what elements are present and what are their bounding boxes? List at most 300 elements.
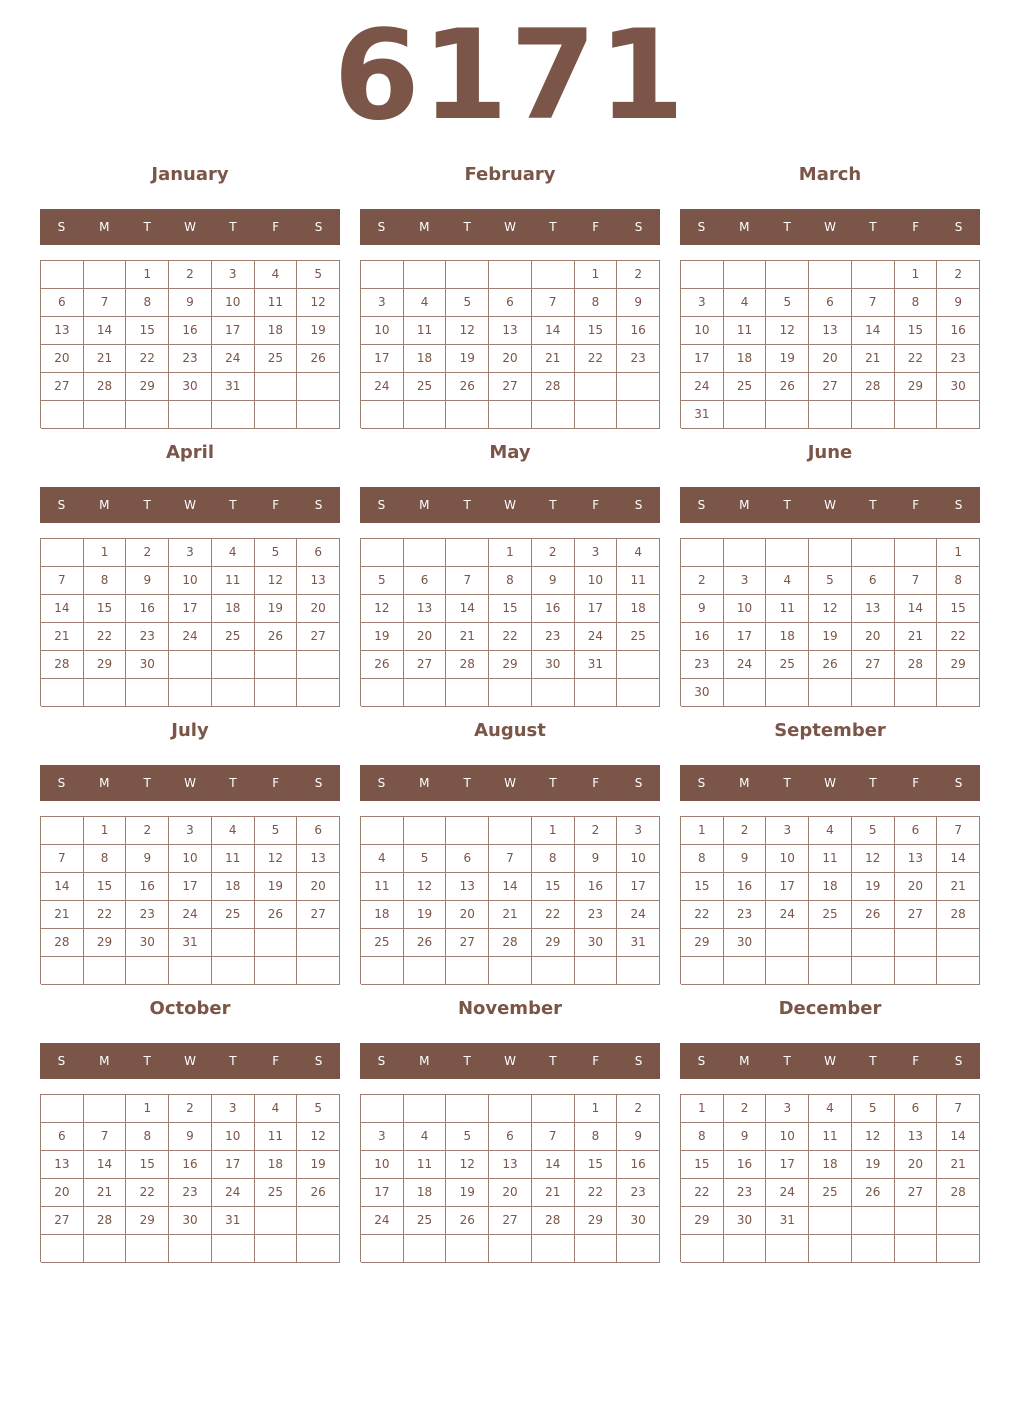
weekday-label: S	[377, 498, 386, 512]
day-cell: 24	[617, 901, 660, 929]
day-cell: 15	[681, 1151, 724, 1179]
day-cell: 4	[361, 845, 404, 873]
weekday-label: T	[229, 498, 237, 512]
weekday-label: S	[57, 220, 66, 234]
day-cell: 17	[766, 873, 809, 901]
day-cell: 7	[895, 567, 938, 595]
weekday-label: S	[634, 1054, 643, 1068]
weekday-label: W	[824, 776, 836, 790]
day-cell: 12	[852, 1123, 895, 1151]
day-cell: 8	[895, 289, 938, 317]
day-cell: 15	[575, 317, 618, 345]
day-cell: 17	[212, 317, 255, 345]
day-cell: 13	[895, 1123, 938, 1151]
empty-cell	[895, 401, 938, 429]
day-cell: 13	[852, 595, 895, 623]
day-cell: 15	[84, 595, 127, 623]
day-cell: 12	[809, 595, 852, 623]
weekday-label: S	[634, 776, 643, 790]
day-cell: 17	[169, 873, 212, 901]
day-cell: 25	[212, 901, 255, 929]
day-cell: 3	[766, 817, 809, 845]
weekday-label: W	[504, 220, 516, 234]
day-cell: 16	[617, 317, 660, 345]
empty-cell	[446, 957, 489, 985]
day-cell: 8	[126, 289, 169, 317]
day-cell: 28	[937, 1179, 980, 1207]
empty-cell	[724, 679, 767, 707]
day-cell: 17	[681, 345, 724, 373]
day-cell: 5	[255, 817, 298, 845]
empty-cell	[809, 401, 852, 429]
empty-cell	[169, 401, 212, 429]
day-grid	[360, 816, 660, 984]
day-cell: 8	[489, 567, 532, 595]
empty-cell	[724, 539, 767, 567]
day-cell: 5	[361, 567, 404, 595]
empty-cell	[895, 1235, 938, 1263]
empty-cell	[255, 1235, 298, 1263]
empty-cell	[617, 679, 660, 707]
day-cell: 8	[681, 1123, 724, 1151]
weekday-label: T	[783, 1054, 791, 1068]
day-cell: 21	[937, 1151, 980, 1179]
day-cell: 14	[937, 1123, 980, 1151]
weekday-label: S	[377, 776, 386, 790]
day-cell: 6	[852, 567, 895, 595]
weekday-label: T	[143, 220, 151, 234]
day-cell: 15	[575, 1151, 618, 1179]
day-cell: 13	[809, 317, 852, 345]
day-cell: 17	[575, 595, 618, 623]
day-cell: 18	[212, 595, 255, 623]
day-cell: 3	[169, 539, 212, 567]
empty-cell	[404, 817, 447, 845]
day-cell: 30	[169, 373, 212, 401]
empty-cell	[852, 679, 895, 707]
day-cell: 10	[724, 595, 767, 623]
empty-cell	[766, 539, 809, 567]
day-cell: 10	[617, 845, 660, 873]
day-cell: 27	[41, 1207, 84, 1235]
day-cell: 24	[724, 651, 767, 679]
weekday-label: S	[57, 776, 66, 790]
weekday-label: F	[912, 1054, 920, 1068]
empty-cell	[169, 1235, 212, 1263]
empty-cell	[575, 373, 618, 401]
day-cell: 23	[575, 901, 618, 929]
empty-cell	[489, 817, 532, 845]
weekday-label: M	[739, 1054, 750, 1068]
day-cell: 7	[489, 845, 532, 873]
day-cell: 9	[617, 1123, 660, 1151]
month-name: May	[489, 442, 531, 463]
empty-cell	[489, 401, 532, 429]
empty-cell	[766, 957, 809, 985]
day-cell: 13	[404, 595, 447, 623]
day-cell: 6	[41, 1123, 84, 1151]
day-cell: 9	[169, 1123, 212, 1151]
day-cell: 6	[895, 1095, 938, 1123]
day-cell: 26	[297, 1179, 340, 1207]
empty-cell	[489, 1235, 532, 1263]
day-cell: 19	[446, 1179, 489, 1207]
day-cell: 5	[404, 845, 447, 873]
day-cell: 6	[297, 539, 340, 567]
empty-cell	[361, 1235, 404, 1263]
day-cell: 15	[126, 317, 169, 345]
day-cell: 19	[446, 345, 489, 373]
day-cell: 17	[724, 623, 767, 651]
day-cell: 4	[212, 817, 255, 845]
day-cell: 19	[766, 345, 809, 373]
day-cell: 18	[255, 1151, 298, 1179]
day-cell: 31	[212, 373, 255, 401]
day-cell: 1	[681, 1095, 724, 1123]
day-cell: 8	[681, 845, 724, 873]
empty-cell	[212, 679, 255, 707]
empty-cell	[681, 957, 724, 985]
empty-cell	[361, 401, 404, 429]
weekday-header	[360, 1043, 660, 1079]
empty-cell	[446, 1235, 489, 1263]
weekday-label: M	[739, 220, 750, 234]
day-cell: 1	[84, 539, 127, 567]
day-cell: 29	[84, 929, 127, 957]
day-cell: 25	[766, 651, 809, 679]
weekday-header	[40, 1043, 340, 1079]
empty-cell	[404, 957, 447, 985]
empty-cell	[446, 401, 489, 429]
day-cell: 23	[724, 1179, 767, 1207]
empty-cell	[297, 401, 340, 429]
day-cell: 7	[852, 289, 895, 317]
empty-cell	[255, 401, 298, 429]
day-cell: 3	[575, 539, 618, 567]
day-cell: 16	[937, 317, 980, 345]
day-cell: 6	[297, 817, 340, 845]
weekday-header	[360, 487, 660, 523]
weekday-label: T	[869, 776, 877, 790]
day-cell: 18	[212, 873, 255, 901]
day-cell: 24	[766, 901, 809, 929]
empty-cell	[446, 1095, 489, 1123]
weekday-label: S	[314, 776, 323, 790]
weekday-label: S	[697, 498, 706, 512]
day-cell: 25	[809, 901, 852, 929]
empty-cell	[297, 679, 340, 707]
day-cell: 21	[41, 901, 84, 929]
empty-cell	[255, 957, 298, 985]
empty-cell	[852, 1235, 895, 1263]
weekday-label: T	[783, 776, 791, 790]
day-cell: 2	[724, 817, 767, 845]
day-cell: 19	[361, 623, 404, 651]
weekday-label: M	[419, 220, 430, 234]
weekday-label: M	[419, 1054, 430, 1068]
day-cell: 5	[446, 1123, 489, 1151]
day-cell: 21	[937, 873, 980, 901]
day-cell: 9	[169, 289, 212, 317]
day-cell: 4	[212, 539, 255, 567]
weekday-label: S	[314, 220, 323, 234]
weekday-label: F	[912, 776, 920, 790]
day-cell: 2	[617, 261, 660, 289]
day-cell: 26	[361, 651, 404, 679]
day-cell: 29	[895, 373, 938, 401]
empty-cell	[41, 957, 84, 985]
day-cell: 25	[404, 373, 447, 401]
empty-cell	[895, 929, 938, 957]
month-name: November	[457, 998, 563, 1019]
empty-cell	[852, 1207, 895, 1235]
empty-cell	[681, 1235, 724, 1263]
day-cell: 13	[297, 845, 340, 873]
empty-cell	[681, 539, 724, 567]
day-cell: 2	[126, 817, 169, 845]
day-cell: 7	[937, 817, 980, 845]
empty-cell	[255, 373, 298, 401]
day-cell: 28	[895, 651, 938, 679]
empty-cell	[84, 401, 127, 429]
day-cell: 22	[895, 345, 938, 373]
day-cell: 15	[126, 1151, 169, 1179]
day-cell: 13	[489, 317, 532, 345]
day-cell: 4	[724, 289, 767, 317]
weekday-label: T	[549, 776, 557, 790]
day-cell: 3	[212, 261, 255, 289]
empty-cell	[809, 539, 852, 567]
day-cell: 26	[446, 1207, 489, 1235]
day-cell: 30	[126, 651, 169, 679]
day-cell: 7	[84, 289, 127, 317]
empty-cell	[404, 1095, 447, 1123]
day-cell: 4	[809, 817, 852, 845]
day-cell: 20	[297, 595, 340, 623]
weekday-label: T	[229, 220, 237, 234]
day-cell: 16	[617, 1151, 660, 1179]
weekday-label: S	[377, 1054, 386, 1068]
day-cell: 14	[489, 873, 532, 901]
day-cell: 26	[852, 1179, 895, 1207]
weekday-label: T	[143, 498, 151, 512]
day-cell: 20	[489, 1179, 532, 1207]
weekday-label: S	[634, 220, 643, 234]
weekday-label: T	[463, 220, 471, 234]
day-cell: 28	[84, 373, 127, 401]
day-cell: 14	[532, 317, 575, 345]
day-cell: 16	[126, 595, 169, 623]
day-cell: 31	[575, 651, 618, 679]
weekday-header	[680, 487, 980, 523]
day-cell: 5	[255, 539, 298, 567]
empty-cell	[937, 929, 980, 957]
empty-cell	[532, 401, 575, 429]
day-cell: 14	[84, 1151, 127, 1179]
day-cell: 17	[766, 1151, 809, 1179]
day-cell: 1	[575, 261, 618, 289]
day-cell: 22	[575, 1179, 618, 1207]
empty-cell	[575, 957, 618, 985]
day-cell: 24	[169, 623, 212, 651]
day-cell: 21	[852, 345, 895, 373]
day-cell: 7	[446, 567, 489, 595]
empty-cell	[724, 401, 767, 429]
day-cell: 6	[489, 1123, 532, 1151]
day-cell: 21	[41, 623, 84, 651]
day-cell: 30	[126, 929, 169, 957]
day-cell: 28	[937, 901, 980, 929]
day-cell: 23	[169, 1179, 212, 1207]
day-cell: 7	[532, 289, 575, 317]
day-cell: 29	[681, 1207, 724, 1235]
day-cell: 6	[489, 289, 532, 317]
day-cell: 9	[681, 595, 724, 623]
day-cell: 23	[126, 623, 169, 651]
day-cell: 22	[126, 345, 169, 373]
empty-cell	[404, 401, 447, 429]
weekday-label: S	[697, 776, 706, 790]
day-cell: 5	[766, 289, 809, 317]
weekday-label: T	[549, 498, 557, 512]
day-grid	[680, 816, 980, 984]
day-cell: 14	[895, 595, 938, 623]
empty-cell	[809, 261, 852, 289]
day-cell: 18	[404, 345, 447, 373]
day-cell: 21	[84, 345, 127, 373]
empty-cell	[212, 929, 255, 957]
day-cell: 1	[126, 1095, 169, 1123]
month-name: October	[149, 998, 231, 1019]
day-grid	[40, 260, 340, 428]
day-cell: 2	[937, 261, 980, 289]
day-cell: 14	[41, 595, 84, 623]
empty-cell	[255, 679, 298, 707]
day-cell: 28	[41, 651, 84, 679]
empty-cell	[852, 957, 895, 985]
weekday-label: M	[99, 1054, 110, 1068]
day-cell: 25	[809, 1179, 852, 1207]
day-cell: 4	[617, 539, 660, 567]
day-cell: 18	[617, 595, 660, 623]
empty-cell	[41, 539, 84, 567]
day-cell: 27	[852, 651, 895, 679]
day-cell: 26	[255, 901, 298, 929]
day-cell: 2	[724, 1095, 767, 1123]
day-cell: 15	[937, 595, 980, 623]
day-cell: 3	[681, 289, 724, 317]
empty-cell	[895, 1207, 938, 1235]
day-cell: 3	[766, 1095, 809, 1123]
day-cell: 27	[489, 373, 532, 401]
day-cell: 24	[212, 1179, 255, 1207]
weekday-label: S	[314, 498, 323, 512]
day-cell: 23	[126, 901, 169, 929]
day-cell: 16	[575, 873, 618, 901]
day-cell: 8	[126, 1123, 169, 1151]
weekday-label: S	[954, 1054, 963, 1068]
empty-cell	[809, 679, 852, 707]
day-cell: 5	[852, 817, 895, 845]
day-cell: 20	[489, 345, 532, 373]
day-cell: 2	[575, 817, 618, 845]
day-cell: 21	[446, 623, 489, 651]
month-name: April	[165, 442, 215, 463]
empty-cell	[532, 261, 575, 289]
empty-cell	[41, 401, 84, 429]
day-cell: 28	[489, 929, 532, 957]
empty-cell	[895, 539, 938, 567]
day-cell: 4	[809, 1095, 852, 1123]
day-cell: 27	[404, 651, 447, 679]
day-cell: 29	[532, 929, 575, 957]
day-cell: 12	[255, 845, 298, 873]
day-cell: 1	[575, 1095, 618, 1123]
weekday-label: W	[504, 776, 516, 790]
empty-cell	[41, 261, 84, 289]
day-cell: 23	[617, 1179, 660, 1207]
empty-cell	[404, 679, 447, 707]
day-cell: 13	[41, 1151, 84, 1179]
day-cell: 12	[446, 1151, 489, 1179]
day-cell: 28	[41, 929, 84, 957]
weekday-header	[680, 765, 980, 801]
day-cell: 23	[617, 345, 660, 373]
empty-cell	[84, 679, 127, 707]
day-grid	[40, 538, 340, 706]
weekday-label: F	[592, 220, 600, 234]
day-cell: 12	[297, 1123, 340, 1151]
weekday-label: T	[549, 1054, 557, 1068]
weekday-header	[40, 487, 340, 523]
empty-cell	[489, 957, 532, 985]
day-cell: 8	[575, 289, 618, 317]
day-cell: 11	[724, 317, 767, 345]
day-cell: 17	[169, 595, 212, 623]
empty-cell	[126, 401, 169, 429]
day-cell: 28	[84, 1207, 127, 1235]
day-cell: 25	[255, 1179, 298, 1207]
day-cell: 24	[575, 623, 618, 651]
day-cell: 26	[766, 373, 809, 401]
weekday-label: T	[143, 776, 151, 790]
day-cell: 31	[681, 401, 724, 429]
day-cell: 31	[766, 1207, 809, 1235]
day-cell: 26	[297, 345, 340, 373]
day-cell: 6	[895, 817, 938, 845]
empty-cell	[255, 651, 298, 679]
day-cell: 10	[681, 317, 724, 345]
day-cell: 2	[617, 1095, 660, 1123]
empty-cell	[681, 261, 724, 289]
day-cell: 9	[126, 845, 169, 873]
day-cell: 30	[724, 929, 767, 957]
empty-cell	[852, 401, 895, 429]
day-cell: 30	[169, 1207, 212, 1235]
day-cell: 22	[681, 1179, 724, 1207]
empty-cell	[361, 817, 404, 845]
day-cell: 22	[126, 1179, 169, 1207]
weekday-label: M	[99, 220, 110, 234]
weekday-label: F	[592, 1054, 600, 1068]
day-cell: 30	[532, 651, 575, 679]
day-cell: 25	[212, 623, 255, 651]
day-cell: 24	[212, 345, 255, 373]
day-cell: 18	[809, 873, 852, 901]
day-cell: 22	[84, 623, 127, 651]
weekday-label: T	[463, 776, 471, 790]
day-cell: 3	[169, 817, 212, 845]
